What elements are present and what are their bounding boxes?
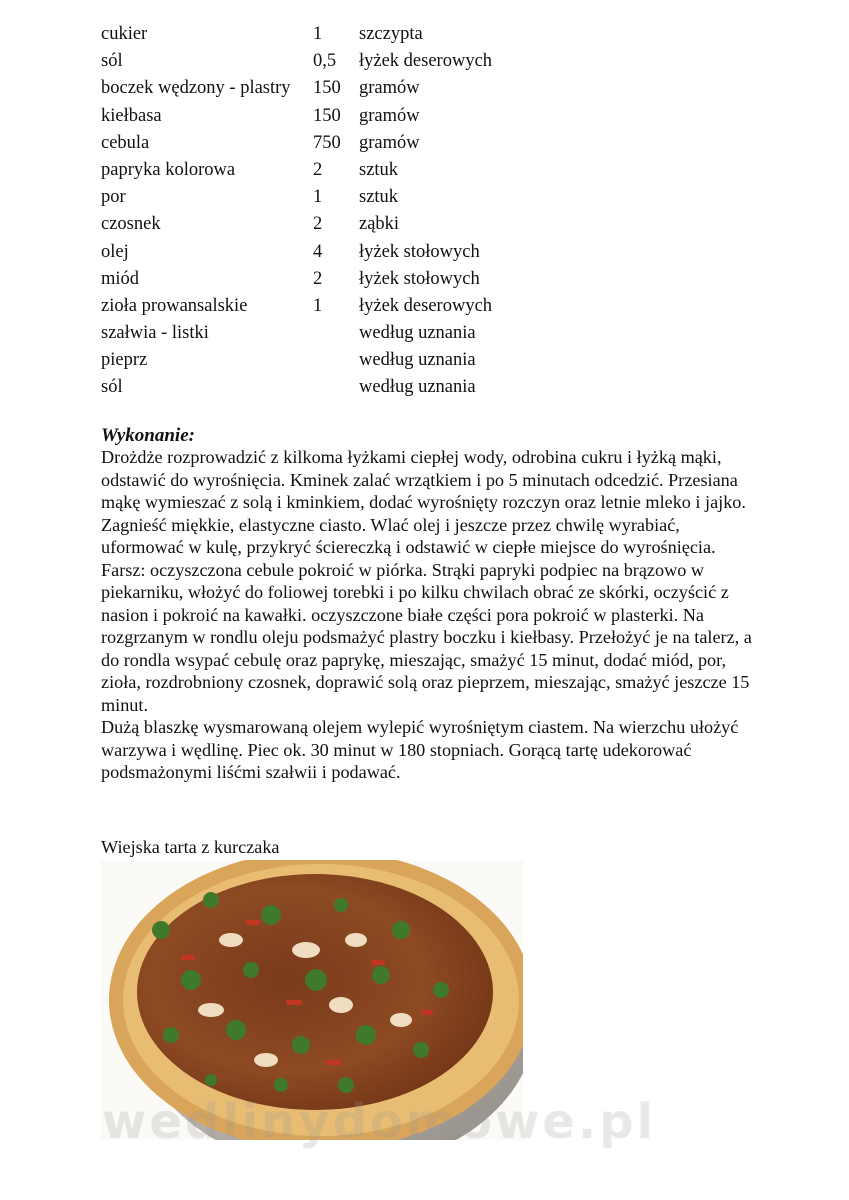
ingredient-quantity: 1 — [313, 187, 323, 208]
method-paragraph: Farsz: oczyszczona cebule pokroić w piórka. Strąki papryki podpiec na brązowo w piekarniku, włożyć do foliowej torebki i po kilku chwilach obrać ze skórki, oczyścić z nasion i pokroić na kawałki. oczyszczone białe części pora pokroić w plasterki. Na rozgrzanym w rondlu oleju podsmażyć plastry boczku i kiełbasy. Przełożyć je na talerz, a do rondla wsypać cebulę oraz paprykę, mieszając, smażyć 15 minut, dodać miód, por, zioła, rozdrobniony czosnek, doprawić solą oraz pieprzem, mieszając, smażyć jeszcze 15 minut. — [101, 559, 752, 715]
ingredient-unit: według uznania — [359, 377, 476, 398]
ingredient-unit: łyżek deserowych — [359, 295, 493, 316]
ingredient-unit: szczypta — [359, 24, 423, 44]
ingredient-name: zioła prowansalskie — [101, 295, 248, 316]
ingredient-unit: łyżek stołowych — [359, 268, 480, 289]
ingredient-quantity: 2 — [313, 214, 323, 235]
method-title: Wykonanie: — [101, 425, 195, 446]
ingredient-unit: ząbki — [359, 214, 400, 235]
watermark: wedlinydomowe.pl — [102, 1094, 656, 1150]
ingredient-unit: gramów — [359, 78, 420, 99]
ingredient-unit: sztuk — [359, 159, 399, 180]
ingredient-quantity: 750 — [313, 132, 341, 153]
ingredient-unit: łyżek deserowych — [359, 51, 493, 72]
method-paragraph: Drożdże rozprowadzić z kilkoma łyżkami ciepłej wody, odrobina cukru i łyżką mąki, odstawić do wyrośnięcia. Kminek zalać wrzątkiem i po 5 minutach odcedzić. Przesiana mąkę wymieszać z solą i kminkiem, dodać wyrośnięty rozczyn oraz letnie mleko i jajko. Zagnieść miękkie, elastyczne ciasto. Wlać olej i jeszcze przez chwilę wyrabiać, uformować w kulę, przykryć ściereczką i odstawić w ciepłe miejsce do wyrośnięcia. — [101, 447, 746, 557]
ingredient-name: szałwia - listki — [101, 323, 209, 344]
ingredient-quantity: 0,5 — [313, 51, 337, 72]
method-paragraph: Dużą blaszkę wysmarowaną olejem wylepić wyrośniętym ciastem. Na wierzchu ułożyć warzywa i wędlinę. Piec ok. 30 minut w 180 stopniach. Gorącą tartę udekorować podsmażonymi liśćmi szałwii i podawać. — [101, 717, 739, 782]
ingredient-quantity: 150 — [313, 78, 341, 99]
method-text — [101, 446, 761, 784]
ingredient-quantity: 1 — [313, 295, 323, 316]
tart-illustration — [101, 860, 523, 1140]
ingredient-name: sól — [101, 377, 123, 398]
ingredient-quantity: 2 — [313, 159, 323, 180]
tart-photo — [101, 860, 523, 1140]
ingredient-name: czosnek — [101, 214, 161, 235]
ingredient-name: olej — [101, 241, 129, 262]
ingredient-unit: według uznania — [359, 323, 476, 344]
ingredient-quantity: 150 — [313, 105, 341, 126]
ingredient-name: papryka kolorowa — [101, 159, 236, 180]
ingredient-quantity: 4 — [313, 241, 323, 262]
ingredient-name: cukier — [101, 24, 148, 44]
ingredient-unit: sztuk — [359, 187, 399, 208]
ingredient-name: cebula — [101, 132, 150, 153]
ingredient-name: boczek wędzony - plastry — [101, 78, 291, 99]
ingredient-quantity: 2 — [313, 268, 323, 289]
ingredient-name: kiełbasa — [101, 105, 162, 126]
ingredient-unit: gramów — [359, 132, 420, 153]
ingredient-name: por — [101, 187, 126, 208]
ingredient-unit: gramów — [359, 105, 420, 126]
ingredient-unit: łyżek stołowych — [359, 241, 480, 262]
ingredient-name: sól — [101, 51, 123, 72]
ingredient-name: pieprz — [101, 350, 148, 371]
next-recipe-title: Wiejska tarta z kurczaka — [101, 837, 280, 857]
ingredient-quantity: 1 — [313, 24, 323, 44]
ingredient-name: miód — [101, 268, 140, 289]
ingredient-unit: według uznania — [359, 350, 476, 371]
